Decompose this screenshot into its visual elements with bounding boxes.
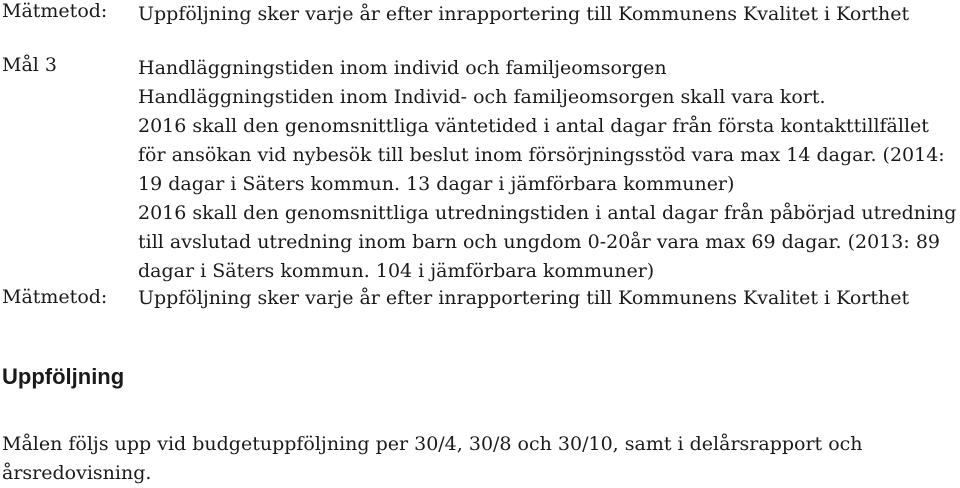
goal-3-line: 19 dagar i Säters kommun. 13 dagar i jämförbara kommuner) — [138, 173, 735, 195]
goal-3-line: 2016 skall den genomsnittliga utredningstiden i antal dagar från påbörjad utredning — [138, 202, 957, 224]
goal-3-line: Handläggningstiden inom individ och familjeomsorgen — [138, 57, 667, 79]
section-heading-followup: Uppföljning — [2, 364, 125, 389]
goal-3-label: Mål 3 — [2, 54, 57, 76]
measurement-method-label-2: Mätmetod: — [2, 286, 108, 308]
goal-3-line: 2016 skall den genomsnittliga väntetided i antal dagar från första kontakttillfället — [138, 115, 929, 137]
goal-3-line: till avslutad utredning inom barn och ungdom 0-20år vara max 69 dagar. (2013: 89 — [138, 231, 941, 253]
goal-3-line: Handläggningstiden inom Individ- och familjeomsorgen skall vara kort. — [138, 86, 826, 108]
followup-paragraph — [2, 430, 952, 488]
measurement-method-text-1 — [138, 0, 954, 29]
goal-3-description — [138, 54, 957, 286]
goal-3-line: dagar i Säters kommun. 104 i jämförbara kommuner) — [138, 260, 655, 282]
measurement-method-line-2: Uppföljning sker varje år efter inrapportering till Kommunens Kvalitet i Korthet — [138, 287, 910, 309]
measurement-method-label-1: Mätmetod: — [2, 0, 108, 22]
measurement-method-line-1: Uppföljning sker varje år efter inrapportering till Kommunens Kvalitet i Korthet — [138, 3, 910, 25]
measurement-method-text-2 — [138, 284, 954, 313]
followup-line: Målen följs upp vid budgetuppföljning per 30/4, 30/8 och 30/10, samt i delårsrapport och — [2, 433, 863, 455]
goal-3-line: för ansökan vid nybesök till beslut inom försörjningsstöd vara max 14 dagar. (2014: — [138, 144, 945, 166]
followup-line: årsredovisning. — [2, 462, 152, 484]
